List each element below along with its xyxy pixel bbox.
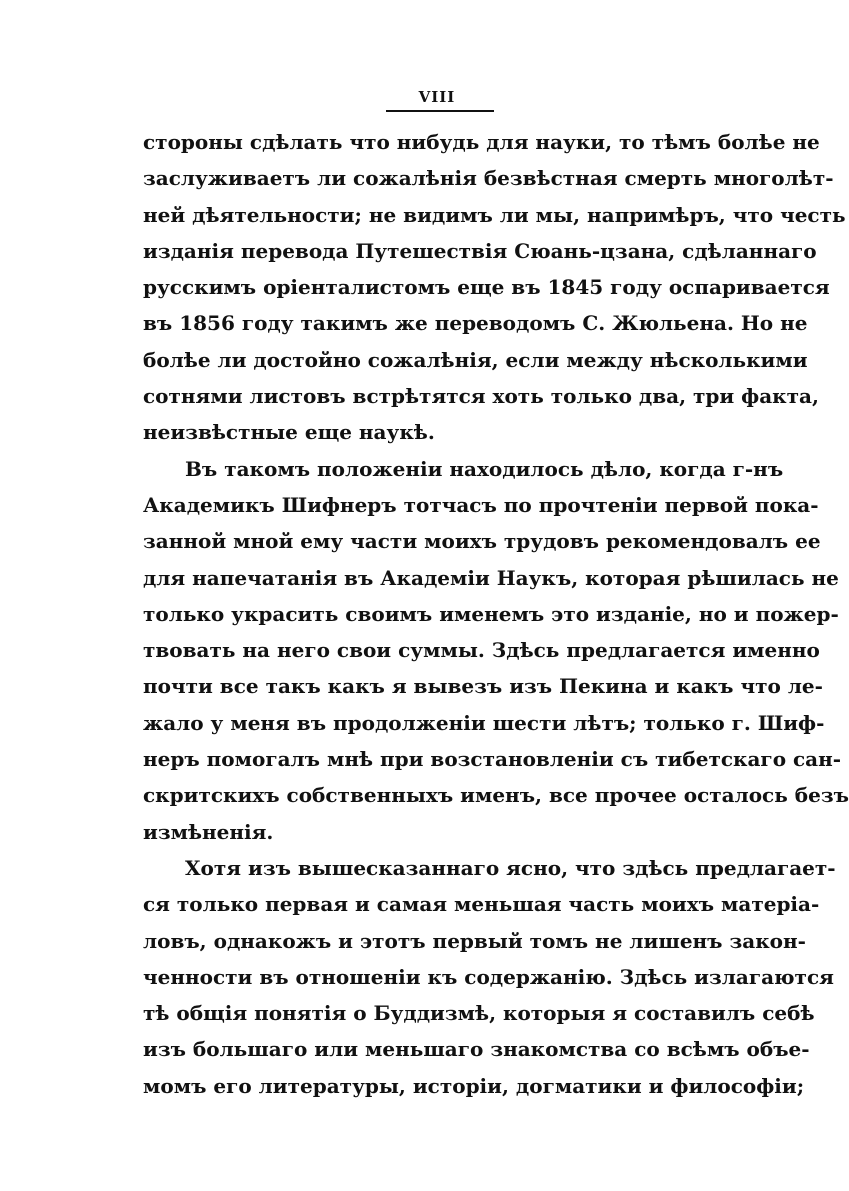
text-line: изъ большаго или меньшаго знакомства со всѣмъ объе-	[143, 1037, 810, 1062]
text-line: въ 1856 году такимъ же переводомъ С. Жюльена. Но не	[143, 311, 808, 336]
text-line: неръ помогалъ мнѣ при возстановленіи съ тибетскаго сан-	[143, 747, 842, 772]
text-line: для напечатанія въ Академіи Наукъ, которая рѣшилась не	[143, 565, 839, 590]
text-line: ней дѣятельности; не видимъ ли мы, напримѣръ, что честь	[143, 202, 846, 227]
text-line: Хотя изъ вышесказаннаго ясно, что здѣсь предлагает-	[185, 855, 836, 880]
text-line: измѣненія.	[143, 819, 274, 844]
text-line: твовать на него свои суммы. Здѣсь предлагается именно	[143, 638, 820, 663]
text-line: момъ его литературы, исторіи, догматики и философіи;	[143, 1073, 805, 1098]
text-line: занной мной ему части моихъ трудовъ рекомендовалъ ее	[143, 529, 821, 554]
text-line: стороны сдѣлать что нибудь для науки, то тѣмъ болѣе не	[143, 130, 820, 154]
text-line: изданія перевода Путешествія Сюань-цзана, сдѣланнаго	[143, 238, 817, 263]
text-line: болѣе ли достойно сожалѣнія, если между нѣсколькими	[143, 347, 808, 372]
text-line: Въ такомъ положеніи находилось дѣло, когда г-нъ	[185, 456, 784, 481]
header-rule	[386, 110, 494, 112]
text-line: ченности въ отношеніи къ содержанію. Здѣсь излагаются	[143, 964, 834, 989]
text-line: скритскихъ собственныхъ именъ, все прочее осталось безъ	[143, 783, 849, 808]
text-line: Академикъ Шифнеръ тотчасъ по прочтеніи первой пока-	[143, 492, 819, 517]
text-line: тѣ общія понятія о Буддизмѣ, которыя я составилъ себѣ	[143, 1001, 815, 1026]
text-line: русскимъ оріенталистомъ еще въ 1845 году оспаривается	[143, 275, 830, 300]
text-line: только украсить своимъ именемъ это изданіе, но и пожер-	[143, 601, 839, 626]
text-line: неизвѣстные еще наукѣ.	[143, 420, 435, 445]
text-line: ловъ, однакожъ и этотъ первый томъ не лишенъ закон-	[143, 928, 806, 953]
text-line: ся только первая и самая меньшая часть моихъ матеріа-	[143, 892, 820, 917]
text-line: заслуживаетъ ли сожалѣнія безвѣстная смерть многолѣт-	[143, 166, 834, 191]
page-number: VIII	[418, 88, 456, 106]
text-line: почти все такъ какъ я вывезъ изъ Пекина и какъ что ле-	[143, 674, 823, 699]
text-line: сотнями листовъ встрѣтятся хоть только два, три факта,	[143, 384, 819, 409]
text-line: жало у меня въ продолженіи шести лѣтъ; только г. Шиф-	[143, 710, 825, 735]
body-text	[143, 124, 849, 1104]
